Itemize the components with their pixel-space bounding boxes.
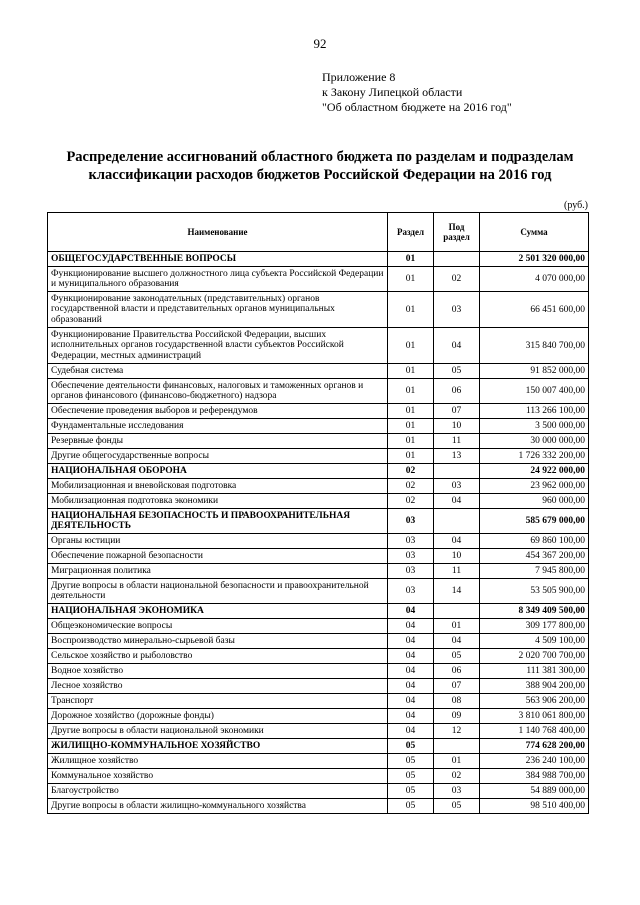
cell-section: 04 — [388, 634, 434, 649]
section-row — [48, 739, 589, 754]
cell-amount: 98 510 400,00 — [480, 799, 589, 814]
cell-amount: 384 988 700,00 — [480, 769, 589, 784]
cell-section: 05 — [388, 754, 434, 769]
cell-subsection: 04 — [434, 328, 480, 364]
table-row — [48, 267, 589, 292]
cell-section: 04 — [388, 679, 434, 694]
header-amount: Сумма — [480, 213, 589, 252]
cell-amount: 315 840 700,00 — [480, 328, 589, 364]
cell-section: 02 — [388, 494, 434, 509]
cell-section: 01 — [388, 292, 434, 328]
cell-name: Обеспечение пожарной безопасности — [48, 549, 388, 564]
table-row — [48, 769, 589, 784]
cell-amount: 2 020 700 700,00 — [480, 649, 589, 664]
section-row — [48, 464, 589, 479]
cell-amount: 53 505 900,00 — [480, 579, 589, 604]
cell-amount: 150 007 400,00 — [480, 379, 589, 404]
cell-name: ЖИЛИЩНО-КОММУНАЛЬНОЕ ХОЗЯЙСТВО — [48, 739, 388, 754]
cell-amount: 236 240 100,00 — [480, 754, 589, 769]
title-line: Распределение ассигнований областного бюджета по разделам и подразделам — [66, 149, 574, 165]
cell-subsection: 05 — [434, 364, 480, 379]
cell-name: ОБЩЕГОСУДАРСТВЕННЫЕ ВОПРОСЫ — [48, 252, 388, 267]
cell-subsection: 07 — [434, 679, 480, 694]
cell-amount: 4 070 000,00 — [480, 267, 589, 292]
cell-subsection: 03 — [434, 479, 480, 494]
cell-amount: 960 000,00 — [480, 494, 589, 509]
cell-subsection: 05 — [434, 799, 480, 814]
cell-name: Водное хозяйство — [48, 664, 388, 679]
cell-section: 04 — [388, 604, 434, 619]
table-row — [48, 479, 589, 494]
cell-section: 01 — [388, 434, 434, 449]
currency-unit: (руб.) — [564, 200, 588, 211]
header-name: Наименование — [48, 213, 388, 252]
cell-amount: 3 500 000,00 — [480, 419, 589, 434]
cell-name: Лесное хозяйство — [48, 679, 388, 694]
cell-name: Функционирование высшего должностного лица субъекта Российской Федерации и муниципального образования — [48, 267, 388, 292]
cell-amount: 774 628 200,00 — [480, 739, 589, 754]
cell-name: Общеэкономические вопросы — [48, 619, 388, 634]
cell-section: 05 — [388, 784, 434, 799]
cell-amount: 3 810 061 800,00 — [480, 709, 589, 724]
cell-name: Транспорт — [48, 694, 388, 709]
cell-subsection: 05 — [434, 649, 480, 664]
section-row — [48, 604, 589, 619]
table-row — [48, 534, 589, 549]
cell-name: Воспроизводство минерально-сырьевой базы — [48, 634, 388, 649]
table-row — [48, 709, 589, 724]
table-row — [48, 724, 589, 739]
cell-name: Сельское хозяйство и рыболовство — [48, 649, 388, 664]
cell-section: 04 — [388, 619, 434, 634]
cell-amount: 4 509 100,00 — [480, 634, 589, 649]
cell-subsection — [434, 604, 480, 619]
cell-amount: 23 962 000,00 — [480, 479, 589, 494]
cell-section: 01 — [388, 267, 434, 292]
table-row — [48, 694, 589, 709]
cell-name: Мобилизационная и вневойсковая подготовка — [48, 479, 388, 494]
cell-subsection: 12 — [434, 724, 480, 739]
cell-amount: 111 381 300,00 — [480, 664, 589, 679]
cell-name: НАЦИОНАЛЬНАЯ БЕЗОПАСНОСТЬ И ПРАВООХРАНИТЕЛЬНАЯ ДЕЯТЕЛЬНОСТЬ — [48, 509, 388, 534]
cell-amount: 113 266 100,00 — [480, 404, 589, 419]
budget-table — [47, 212, 589, 814]
cell-subsection: 11 — [434, 434, 480, 449]
cell-name: Дорожное хозяйство (дорожные фонды) — [48, 709, 388, 724]
cell-amount: 388 904 200,00 — [480, 679, 589, 694]
cell-section: 01 — [388, 449, 434, 464]
cell-section: 03 — [388, 564, 434, 579]
cell-subsection: 09 — [434, 709, 480, 724]
cell-subsection: 02 — [434, 267, 480, 292]
cell-amount: 54 889 000,00 — [480, 784, 589, 799]
cell-section: 05 — [388, 739, 434, 754]
table-row — [48, 564, 589, 579]
cell-subsection: 10 — [434, 419, 480, 434]
cell-name: НАЦИОНАЛЬНАЯ ОБОРОНА — [48, 464, 388, 479]
cell-section: 01 — [388, 404, 434, 419]
cell-section: 04 — [388, 664, 434, 679]
cell-amount: 2 501 320 000,00 — [480, 252, 589, 267]
cell-name: Благоустройство — [48, 784, 388, 799]
cell-amount: 585 679 000,00 — [480, 509, 589, 534]
cell-section: 01 — [388, 252, 434, 267]
table-row — [48, 664, 589, 679]
cell-amount: 454 367 200,00 — [480, 549, 589, 564]
table-row — [48, 679, 589, 694]
cell-name: Жилищное хозяйство — [48, 754, 388, 769]
cell-subsection: 08 — [434, 694, 480, 709]
cell-name: Функционирование законодательных (представительных) органов государственной власти и представительных органов муниципальных образований — [48, 292, 388, 328]
cell-subsection: 07 — [434, 404, 480, 419]
cell-subsection: 04 — [434, 634, 480, 649]
table-row — [48, 419, 589, 434]
cell-name: Фундаментальные исследования — [48, 419, 388, 434]
cell-subsection: 10 — [434, 549, 480, 564]
cell-section: 05 — [388, 769, 434, 784]
table-row — [48, 379, 589, 404]
cell-subsection — [434, 252, 480, 267]
cell-subsection: 06 — [434, 379, 480, 404]
cell-amount: 66 451 600,00 — [480, 292, 589, 328]
cell-subsection: 13 — [434, 449, 480, 464]
cell-name: НАЦИОНАЛЬНАЯ ЭКОНОМИКА — [48, 604, 388, 619]
cell-subsection: 14 — [434, 579, 480, 604]
table-row — [48, 579, 589, 604]
cell-subsection: 04 — [434, 534, 480, 549]
section-row — [48, 252, 589, 267]
table-row — [48, 784, 589, 799]
cell-section: 03 — [388, 549, 434, 564]
cell-subsection — [434, 509, 480, 534]
table-row — [48, 328, 589, 364]
cell-section: 01 — [388, 379, 434, 404]
table-row — [48, 292, 589, 328]
cell-subsection: 03 — [434, 292, 480, 328]
title-line: классификации расходов бюджетов Российской Федерации на 2016 год — [88, 167, 552, 183]
cell-subsection: 01 — [434, 754, 480, 769]
cell-name: Миграционная политика — [48, 564, 388, 579]
cell-name: Обеспечение проведения выборов и референдумов — [48, 404, 388, 419]
header-subsection: Под раздел — [434, 213, 480, 252]
cell-amount: 1 140 768 400,00 — [480, 724, 589, 739]
cell-section: 04 — [388, 724, 434, 739]
cell-section: 01 — [388, 328, 434, 364]
cell-name: Коммунальное хозяйство — [48, 769, 388, 784]
cell-section: 02 — [388, 464, 434, 479]
cell-section: 04 — [388, 694, 434, 709]
appendix-line: Приложение 8 — [322, 70, 396, 84]
table-row — [48, 449, 589, 464]
table-row — [48, 549, 589, 564]
cell-subsection: 03 — [434, 784, 480, 799]
table-row — [48, 619, 589, 634]
cell-amount: 91 852 000,00 — [480, 364, 589, 379]
cell-name: Функционирование Правительства Российской Федерации, высших исполнительных органов государственной власти субъектов Российской Федерации, местных администраций — [48, 328, 388, 364]
appendix-note — [322, 70, 512, 115]
cell-name: Обеспечение деятельности финансовых, налоговых и таможенных органов и органов финансового (финансово-бюджетного) надзора — [48, 379, 388, 404]
table-row — [48, 754, 589, 769]
cell-name: Другие вопросы в области жилищно-коммунального хозяйства — [48, 799, 388, 814]
cell-subsection: 11 — [434, 564, 480, 579]
cell-name: Органы юстиции — [48, 534, 388, 549]
table-row — [48, 649, 589, 664]
cell-amount: 563 906 200,00 — [480, 694, 589, 709]
table-row — [48, 364, 589, 379]
cell-amount: 30 000 000,00 — [480, 434, 589, 449]
cell-subsection: 02 — [434, 769, 480, 784]
cell-amount: 69 860 100,00 — [480, 534, 589, 549]
document-title — [30, 148, 610, 184]
table-row — [48, 434, 589, 449]
cell-amount: 309 177 800,00 — [480, 619, 589, 634]
cell-section: 05 — [388, 799, 434, 814]
page-number: 92 — [313, 36, 327, 51]
table-row — [48, 799, 589, 814]
table-row — [48, 404, 589, 419]
cell-section: 03 — [388, 534, 434, 549]
cell-amount: 7 945 800,00 — [480, 564, 589, 579]
cell-section: 04 — [388, 649, 434, 664]
cell-subsection — [434, 464, 480, 479]
cell-subsection: 06 — [434, 664, 480, 679]
cell-name: Резервные фонды — [48, 434, 388, 449]
cell-subsection: 01 — [434, 619, 480, 634]
cell-section: 01 — [388, 419, 434, 434]
table-row — [48, 494, 589, 509]
header-section: Раздел — [388, 213, 434, 252]
appendix-line: "Об областном бюджете на 2016 год" — [322, 100, 512, 114]
cell-subsection: 04 — [434, 494, 480, 509]
table-header-row — [48, 213, 589, 252]
cell-section: 03 — [388, 579, 434, 604]
section-row — [48, 509, 589, 534]
cell-subsection — [434, 739, 480, 754]
cell-name: Судебная система — [48, 364, 388, 379]
cell-name: Другие вопросы в области национальной безопасности и правоохранительной деятельности — [48, 579, 388, 604]
cell-name: Мобилизационная подготовка экономики — [48, 494, 388, 509]
table-row — [48, 634, 589, 649]
cell-section: 03 — [388, 509, 434, 534]
cell-amount: 8 349 409 500,00 — [480, 604, 589, 619]
cell-section: 01 — [388, 364, 434, 379]
cell-section: 02 — [388, 479, 434, 494]
cell-name: Другие вопросы в области национальной экономики — [48, 724, 388, 739]
cell-section: 04 — [388, 709, 434, 724]
appendix-line: к Закону Липецкой области — [322, 85, 463, 99]
cell-amount: 1 726 332 200,00 — [480, 449, 589, 464]
cell-name: Другие общегосударственные вопросы — [48, 449, 388, 464]
cell-amount: 24 922 000,00 — [480, 464, 589, 479]
